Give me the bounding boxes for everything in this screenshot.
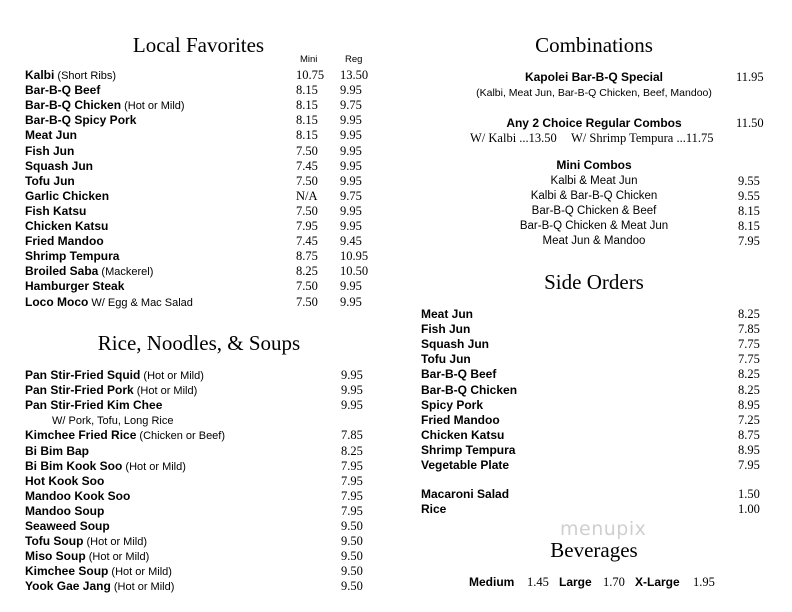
- col-mini-header: Mini: [300, 54, 318, 65]
- special-price: 11.95: [736, 70, 764, 84]
- mini-combo-name: Kalbi & Bar-B-Q Chicken: [530, 190, 658, 203]
- price: 7.85: [341, 428, 363, 443]
- mini-combo-name: Bar-B-Q Chicken & Beef: [531, 205, 657, 218]
- item-name: Shrimp Tempura: [25, 249, 120, 264]
- mini-combo-price: 8.15: [738, 219, 760, 234]
- beverage-size-label: Medium: [469, 575, 515, 589]
- menu-item-name: [25, 459, 186, 475]
- price-mini: 7.45: [296, 158, 318, 173]
- menu-item-name: [25, 189, 109, 204]
- item-name: Mandoo Soup: [25, 503, 105, 518]
- item-name: Kalbi: [25, 68, 55, 82]
- choice-combos-name: Any 2 Choice Regular Combos: [506, 116, 682, 130]
- price: 8.25: [341, 443, 363, 458]
- item-name: Kimchee Fried Rice: [25, 428, 137, 443]
- beverage-size-price: 1.70: [603, 575, 625, 589]
- menu-item-name: [25, 219, 108, 234]
- price-mini: 7.50: [296, 279, 318, 294]
- price-mini: 7.50: [296, 143, 318, 158]
- side-extra-name: Macaroni Salad: [421, 487, 510, 501]
- menu-item-name: [25, 579, 174, 595]
- item-note: (Hot or Mild): [122, 460, 186, 473]
- mini-combo-name: Kalbi & Meat Jun: [550, 175, 638, 187]
- item-note: (Hot or Mild): [83, 536, 147, 549]
- price: 7.95: [341, 488, 363, 503]
- choice-kalbi: W/ Kalbi ...13.50: [470, 131, 557, 145]
- side-order-price: 8.25: [738, 307, 760, 321]
- price-reg: 9.95: [340, 294, 362, 309]
- item-name: Hamburger Steak: [25, 279, 125, 294]
- item-name: Squash Jun: [25, 158, 94, 173]
- menu-item-name: [25, 444, 89, 459]
- price-mini: 10.75: [296, 68, 325, 82]
- item-name: Chicken Katsu: [25, 219, 109, 233]
- price: 9.95: [341, 398, 363, 413]
- item-name: Mandoo Kook Soo: [25, 488, 131, 503]
- item-name: Fish Jun: [25, 143, 75, 158]
- mini-combo-name: Meat Jun & Mandoo: [542, 235, 646, 248]
- price: 9.50: [341, 519, 363, 533]
- mini-combos-title: Mini Combos: [556, 158, 632, 172]
- price: 9.50: [341, 534, 363, 549]
- price-reg: 9.95: [340, 128, 362, 143]
- price-mini: 8.15: [296, 113, 318, 128]
- side-order-price: 8.75: [738, 427, 760, 442]
- mini-combo-name: Bar-B-Q Chicken & Meat Jun: [519, 220, 669, 233]
- item-name: Bi Bim Bap: [25, 443, 90, 458]
- side-extra-price: 1.00: [738, 502, 760, 517]
- side-order-name: Bar-B-Q Chicken: [421, 382, 518, 397]
- item-note: W/ Egg & Mac Salad: [88, 296, 193, 309]
- menu-item-name: [25, 428, 225, 444]
- item-name: Seaweed Soup: [25, 519, 110, 533]
- price-mini: 8.15: [296, 98, 318, 113]
- price-reg: 9.95: [340, 113, 362, 128]
- item-note: (Hot or Mild): [140, 370, 204, 382]
- price-reg: 9.95: [340, 83, 362, 98]
- price-mini: 8.15: [296, 128, 318, 143]
- menu-item-name: [25, 534, 147, 550]
- item-note: (Short Ribs): [54, 70, 117, 82]
- choice-combos-price: 11.50: [736, 116, 764, 130]
- menu-item-name: [25, 549, 149, 565]
- price-reg: 9.95: [340, 143, 362, 158]
- side-order-name: Bar-B-Q Beef: [421, 367, 497, 382]
- side-order-price: 8.25: [738, 382, 760, 397]
- item-name: Kimchee Soup: [25, 564, 109, 579]
- special-name: Kapolei Bar-B-Q Special: [524, 70, 664, 84]
- side-order-name: Shrimp Tempura: [421, 442, 516, 457]
- menu-item-name: [25, 489, 130, 504]
- side-order-price: 7.95: [738, 458, 760, 472]
- beverage-size-label: X-Large: [635, 575, 680, 589]
- item-name: Pan Stir-Fried Kim Chee: [25, 398, 163, 413]
- item-note: W/ Pork, Tofu, Long Rice: [52, 415, 174, 428]
- item-note: (Chicken or Beef): [136, 430, 226, 443]
- menupix-watermark: menupix: [560, 518, 647, 540]
- item-name: Bar-B-Q Spicy Pork: [25, 113, 137, 128]
- mini-combo-price: 9.55: [738, 174, 760, 188]
- price-mini: 8.25: [296, 264, 318, 279]
- item-note: (Hot or Mild): [85, 551, 150, 564]
- price: 7.95: [341, 473, 363, 488]
- item-name: Hot Kook Soo: [25, 473, 105, 488]
- menu-item-name: [25, 83, 100, 98]
- side-order-name: Tofu Jun: [421, 352, 471, 367]
- side-order-price: 8.95: [738, 397, 760, 412]
- menu-item-name: [25, 279, 124, 294]
- item-name: Broiled Saba: [25, 264, 99, 279]
- price: 9.95: [341, 383, 363, 398]
- price: 7.95: [341, 503, 363, 518]
- item-name: Meat Jun: [25, 128, 78, 143]
- price-mini: 8.75: [296, 249, 318, 264]
- item-note: (Hot or Mild): [110, 581, 175, 594]
- menu-item-name: [25, 295, 193, 311]
- menu-item-name: [25, 368, 204, 384]
- special-description: (Kalbi, Meat Jun, Bar-B-Q Chicken, Beef, Mandoo): [476, 87, 712, 99]
- price-reg: 9.95: [340, 173, 362, 188]
- price: 7.95: [341, 458, 363, 473]
- side-order-price: 8.95: [738, 442, 760, 457]
- menu-item-name: [25, 519, 110, 534]
- menu-item-name: [25, 204, 86, 219]
- col-reg-header: Reg: [345, 54, 363, 65]
- side-order-name: Meat Jun: [421, 307, 474, 321]
- item-note: (Mackerel): [98, 266, 154, 279]
- side-order-price: 7.85: [738, 322, 760, 337]
- price-reg: 9.95: [340, 279, 362, 294]
- local-favorites-title: Local Favorites: [132, 33, 265, 57]
- item-note: (Hot or Mild): [108, 566, 172, 579]
- menu-item-name: [25, 504, 104, 519]
- menu-item-name: [52, 413, 173, 429]
- menu-item-name: [25, 474, 104, 489]
- price: 9.50: [341, 564, 363, 579]
- menu-item-name: [25, 564, 172, 580]
- menu-item-name: [25, 144, 74, 159]
- mini-combo-price: 8.15: [738, 204, 760, 219]
- menu-item-name: [25, 249, 119, 264]
- side-order-price: 8.25: [738, 367, 760, 382]
- choice-shrimp: W/ Shrimp Tempura ...11.75: [571, 131, 714, 145]
- beverages-title: Beverages: [550, 538, 638, 562]
- item-name: Yook Gae Jang: [25, 579, 111, 594]
- rice-noodles-soups-title: Rice, Noodles, & Soups: [97, 331, 301, 355]
- price-reg: 9.45: [340, 234, 362, 249]
- side-order-price: 7.75: [738, 352, 760, 367]
- price: 9.50: [341, 579, 363, 594]
- item-note: (Hot or Mild): [133, 385, 198, 398]
- menu-item-name: [25, 68, 116, 84]
- item-name: Tofu Jun: [25, 173, 75, 188]
- side-order-name: Fried Mandoo: [421, 412, 500, 427]
- price-reg: 9.95: [340, 203, 362, 218]
- side-order-name: Fish Jun: [421, 322, 471, 337]
- menu-item-name: [25, 98, 185, 114]
- item-name: Bi Bim Kook Soo: [25, 458, 123, 473]
- item-name: Fish Katsu: [25, 203, 87, 218]
- item-name: Miso Soup: [25, 549, 86, 564]
- price: 9.95: [341, 368, 363, 382]
- menu-item-name: [25, 174, 75, 189]
- item-name: Bar-B-Q Chicken: [25, 98, 122, 113]
- price-reg: 10.95: [340, 249, 369, 264]
- beverage-size-price: 1.45: [527, 575, 549, 589]
- item-name: Garlic Chicken: [25, 188, 110, 203]
- price-mini: 7.45: [296, 234, 318, 249]
- price-mini: 7.50: [296, 203, 318, 218]
- price-reg: 10.50: [340, 264, 369, 279]
- item-name: Pan Stir-Fried Pork: [25, 383, 134, 398]
- price-reg: 9.95: [340, 219, 362, 233]
- side-extra-price: 1.50: [738, 487, 760, 501]
- menu-item-name: [25, 113, 136, 128]
- menu-item-name: [25, 383, 197, 399]
- menu-item-name: [25, 159, 93, 174]
- item-note: (Hot or Mild): [121, 100, 185, 113]
- side-order-name: Squash Jun: [421, 337, 490, 352]
- price-mini: N/A: [296, 188, 318, 203]
- side-order-price: 7.25: [738, 412, 760, 427]
- item-name: Pan Stir-Fried Squid: [25, 368, 141, 382]
- price-mini: 7.95: [296, 219, 318, 233]
- side-order-name: Chicken Katsu: [421, 427, 505, 442]
- price-reg: 9.75: [340, 98, 362, 113]
- side-orders-title: Side Orders: [544, 270, 644, 294]
- side-order-name: Spicy Pork: [421, 397, 484, 412]
- side-order-name: Vegetable Plate: [421, 458, 510, 472]
- side-extra-name: Rice: [421, 502, 447, 517]
- price-mini: 7.50: [296, 294, 318, 309]
- menu-item-name: [25, 398, 162, 413]
- beverage-size-label: Large: [559, 575, 592, 589]
- price-mini: 7.50: [296, 173, 318, 188]
- price-reg: 13.50: [340, 68, 369, 82]
- price-reg: 9.95: [340, 158, 362, 173]
- price-reg: 9.75: [340, 188, 362, 203]
- item-name: Bar-B-Q Beef: [25, 83, 101, 98]
- item-name: Tofu Soup: [25, 534, 84, 549]
- menu-item-name: [25, 128, 77, 143]
- item-name: Fried Mandoo: [25, 234, 104, 249]
- menu-item-name: [25, 234, 104, 249]
- combinations-title: Combinations: [535, 33, 653, 57]
- menu-item-name: [25, 264, 153, 280]
- beverage-size-price: 1.95: [693, 575, 715, 589]
- mini-combo-price: 7.95: [738, 234, 760, 249]
- price-mini: 8.15: [296, 83, 318, 98]
- side-order-price: 7.75: [738, 337, 760, 352]
- price: 9.50: [341, 549, 363, 564]
- item-name: Loco Moco: [25, 294, 89, 309]
- mini-combo-price: 9.55: [738, 189, 760, 204]
